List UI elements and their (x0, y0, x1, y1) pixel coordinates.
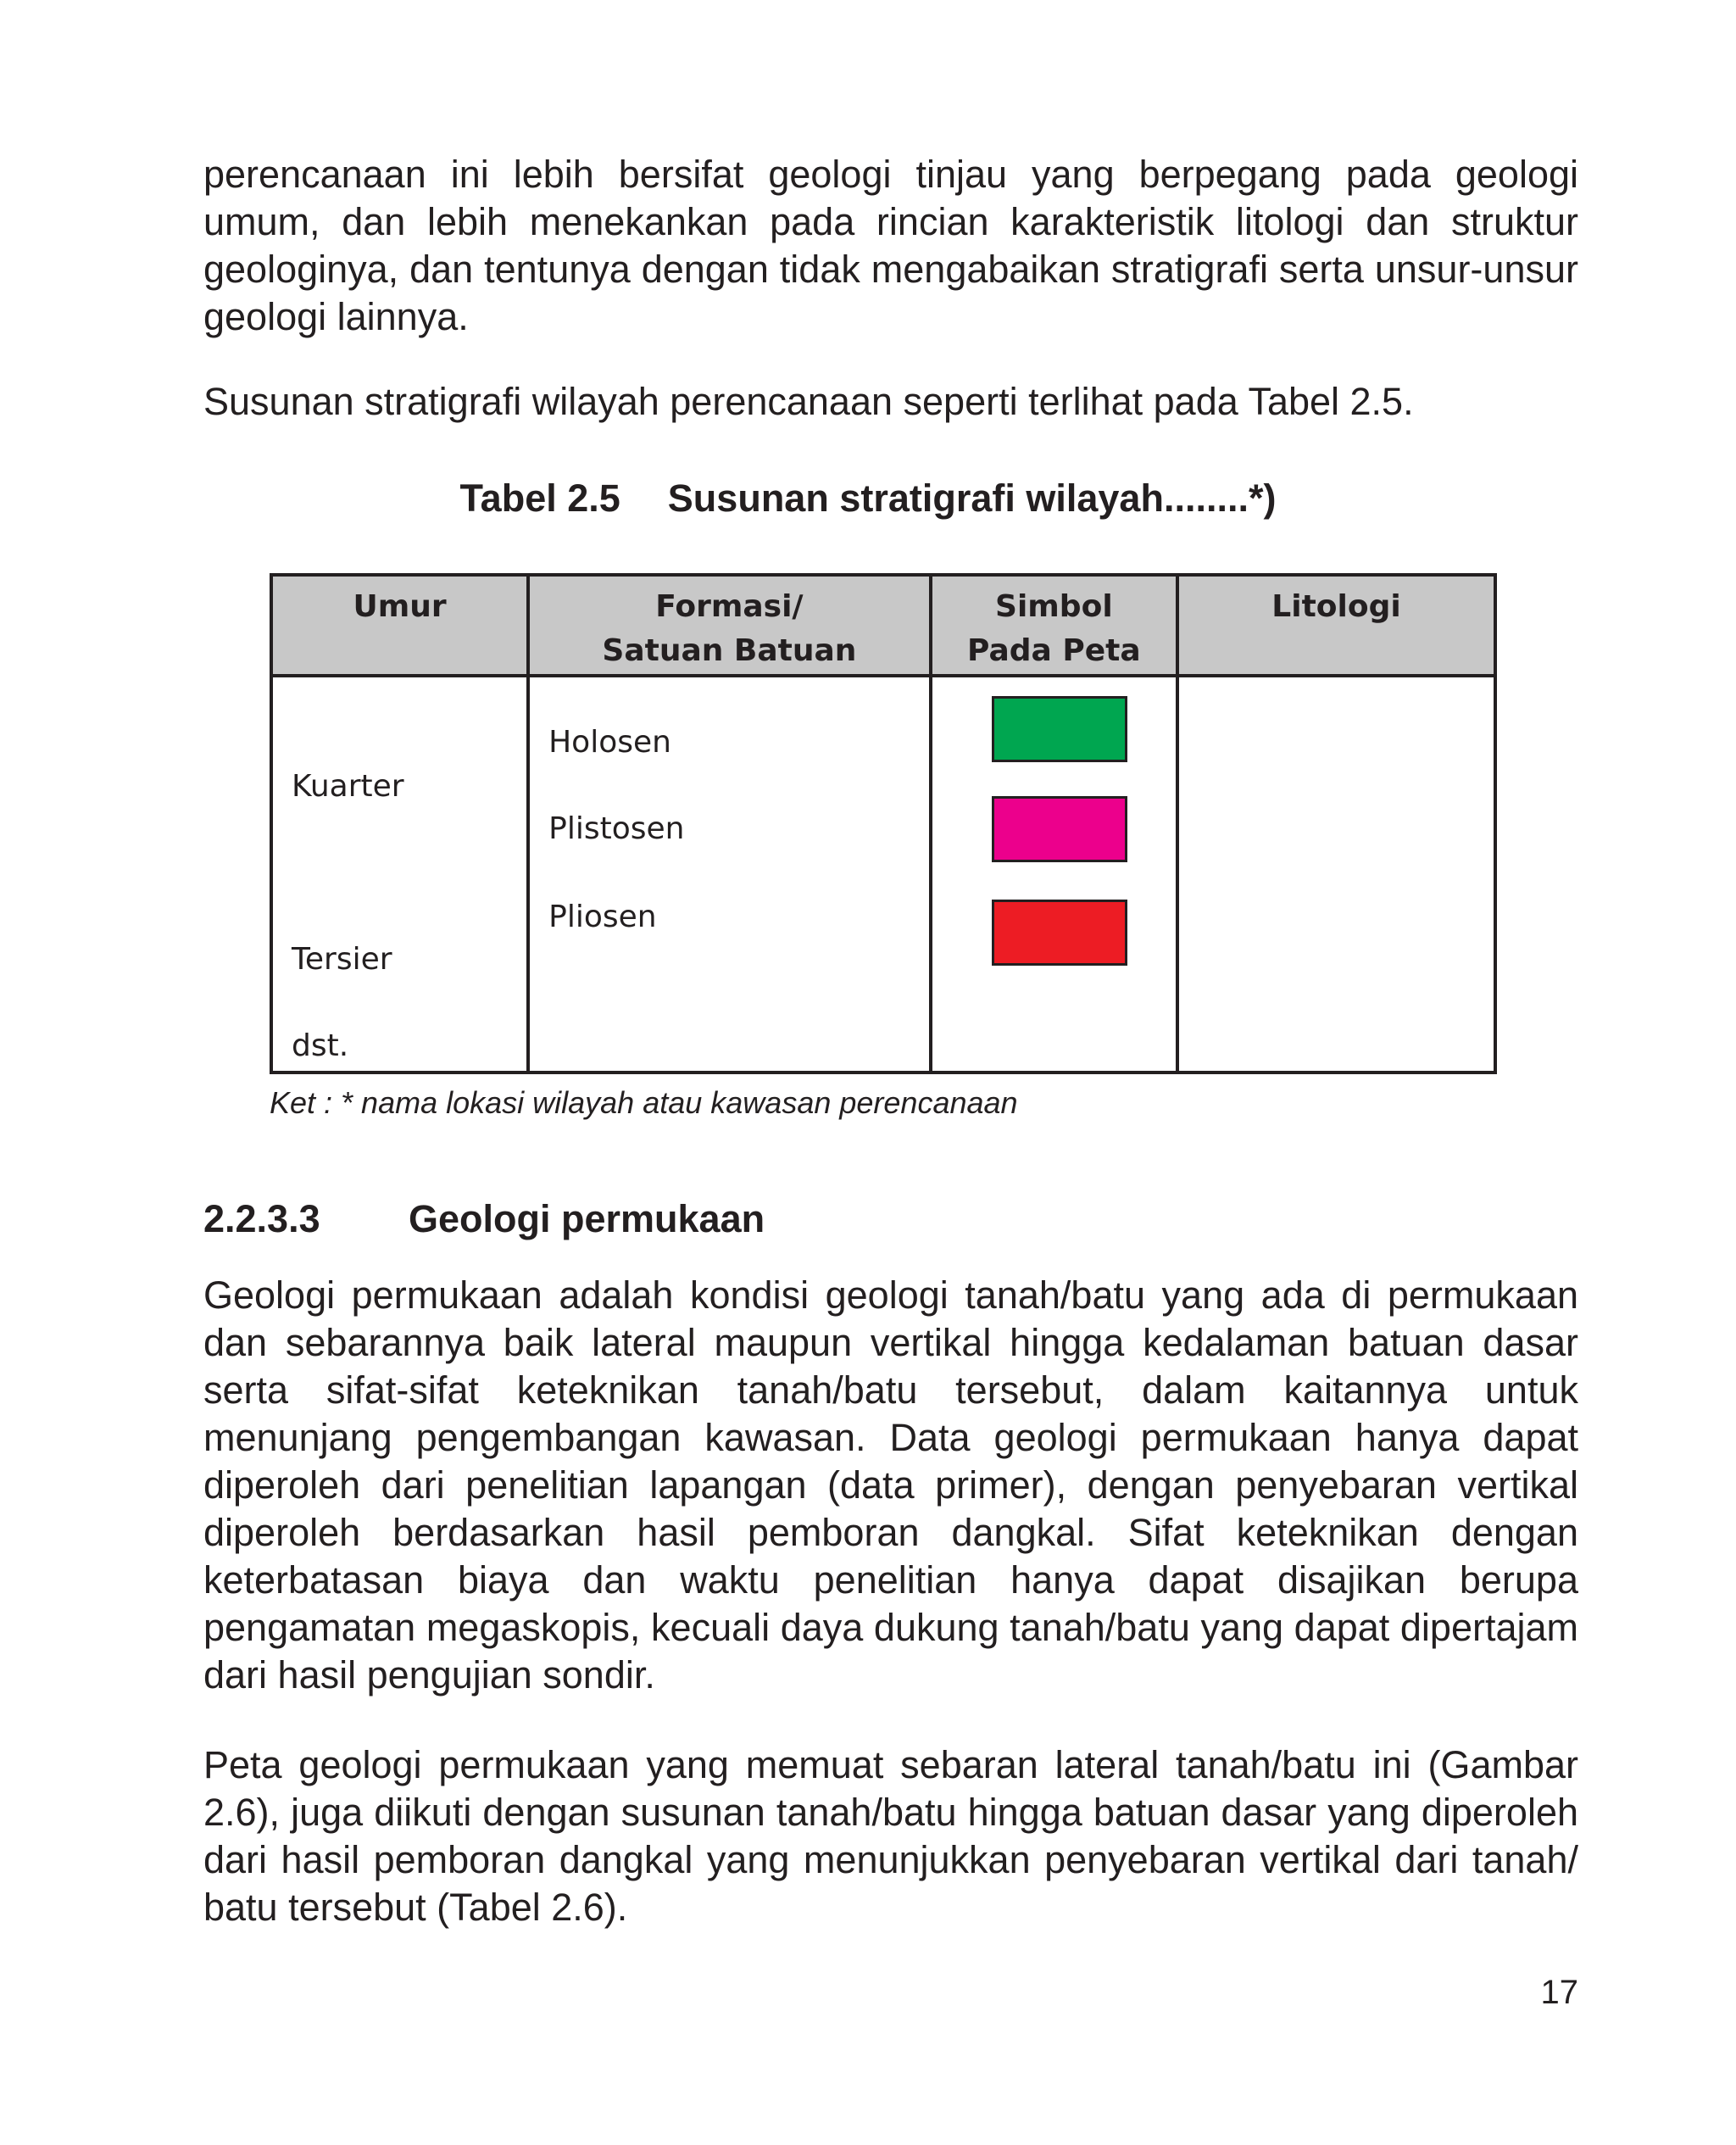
umur-tersier: Tersier (292, 942, 392, 977)
cell-litologi (1177, 676, 1495, 1072)
formasi-holosen: Holosen (548, 725, 671, 760)
header-simbol: Simbol Pada Peta (931, 575, 1177, 676)
table-row (271, 676, 1495, 1072)
cell-formasi (528, 676, 931, 1072)
page-number: 17 (1540, 1974, 1578, 2011)
cell-umur (271, 676, 528, 1072)
header-litologi: Litologi (1177, 575, 1495, 676)
section-paragraph: Geologi permukaan adalah kondisi geologi tanah/batu yang ada di permukaan dan sebarannya baik lateral maupun vertikal hingga kedalaman batuan dasar serta sifat-sifat keteknikan tanah/batu tersebut, dalam kaitannya untuk menunjang pengembangan kawasan. Data geologi permukaan hanya dapat diperoleh dari penelitian lapangan (data primer), dengan penyebaran vertikal diperoleh berdasarkan hasil pemboran dangkal. Sifat keteknikan dengan keterbatasan biaya dan waktu penelitian hanya dapat disajikan berupa pengamatan megaskopis, kecuali daya dukung tanah/batu yang dapat dipertajam dari hasil pengujian sondir. (203, 1273, 1578, 1696)
umur-dst: dst. (292, 1028, 349, 1063)
table-caption-title: Susunan stratigrafi wilayah........*) (667, 476, 1277, 520)
formasi-pliosen: Pliosen (548, 900, 657, 934)
stratigraphy-table (270, 573, 1497, 1074)
header-umur: Umur (271, 575, 528, 676)
symbol-swatch-pliosen (992, 900, 1127, 966)
symbol-swatch-plistosen (992, 796, 1127, 862)
umur-kuarter: Kuarter (292, 769, 404, 804)
intro-paragraph-table-reference: Susunan stratigrafi wilayah perencanaan seperti terlihat pada Tabel 2.5. (203, 380, 1414, 423)
table-header-row (271, 575, 1495, 676)
cell-simbol (931, 676, 1177, 1072)
table-note: Ket : * nama lokasi wilayah atau kawasan perencanaan (270, 1085, 1018, 1120)
formasi-plistosen: Plistosen (548, 811, 685, 846)
table-caption-number: Tabel 2.5 (459, 476, 620, 520)
table-caption (0, 475, 1736, 522)
section-title: Geologi permukaan (409, 1197, 765, 1240)
intro-paragraph: perencanaan ini lebih bersifat geologi tinjau yang berpegang pada geologi umum, dan lebih menekankan pada rincian karakteristik litologi dan struktur geologinya, dan tentunya dengan tidak mengabaikan stratigrafi serta unsur-unsur geologi lainnya. (203, 153, 1578, 338)
symbol-swatch-holosen (992, 696, 1127, 762)
section-heading (203, 1195, 765, 1243)
header-formasi: Formasi/ Satuan Batuan (528, 575, 931, 676)
section-number: 2.2.3.3 (203, 1197, 320, 1240)
section-paragraph-2: Peta geologi permukaan yang memuat sebaran lateral tanah/batu ini (Gambar 2.6), juga diikuti dengan susunan tanah/batu hingga batuan dasar yang diperoleh dari hasil pemboran dangkal yang menunjukkan penyebaran vertikal dari tanah/ batu tersebut (Tabel 2.6). (203, 1743, 1578, 1929)
